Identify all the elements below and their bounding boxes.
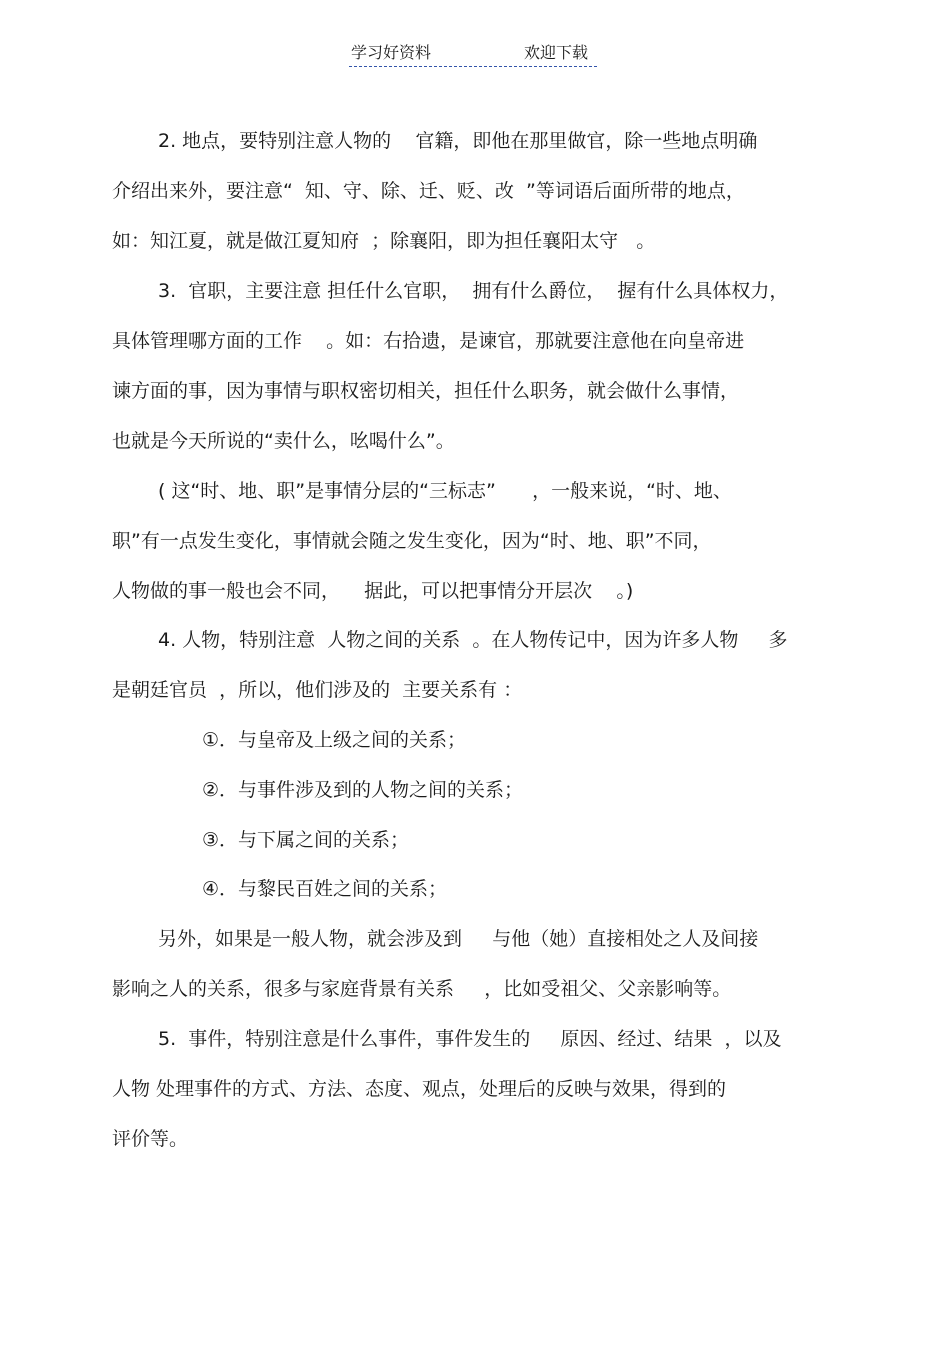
list-item: ①．与皇帝及上级之间的关系；	[202, 729, 467, 751]
paragraph-line: 3. 官职，主要注意 担任什么官职， 拥有什么爵位， 握有什么具体权力，	[158, 280, 789, 302]
paragraph-line: 人物 处理事件的方式、方法、态度、观点，处理后的反映与效果，得到的	[112, 1078, 727, 1100]
list-item: ②．与事件涉及到的人物之间的关系；	[202, 779, 524, 801]
paragraph-line: 介绍出来外，要注意“ 知、守、除、迁、贬、改 ”等词语后面所带的地点，	[112, 180, 745, 202]
paragraph-line: ( 这“时、地、职”是事情分层的“三标志” ，一般来说，“时、地、	[158, 480, 732, 502]
header-left-text: 学习好资料	[351, 43, 432, 62]
paragraph-line: 另外，如果是一般人物，就会涉及到 与他（她）直接相处之人及间接	[158, 928, 759, 950]
paragraph-line: 影响之人的关系，很多与家庭背景有关系 ，比如受祖父、父亲影响等。	[112, 978, 732, 1000]
list-item: ③．与下属之间的关系；	[202, 829, 410, 851]
paragraph-line: 职”有一点发生变化，事情就会随之发生变化，因为“时、地、职”不同，	[112, 530, 712, 552]
paragraph-line: 也就是今天所说的“卖什么，吆喝什么”。	[112, 430, 455, 452]
paragraph-line: 评价等。	[112, 1128, 189, 1150]
paragraph-line: 4. 人物，特别注意 人物之间的关系 。在人物传记中，因为许多人物 多	[158, 629, 788, 651]
paragraph-line: 谏方面的事，因为事情与职权密切相关，担任什么职务，就会做什么事情，	[112, 380, 740, 402]
list-item: ④．与黎民百姓之间的关系；	[202, 878, 448, 900]
paragraph-line: 如：知江夏，就是做江夏知府 ；除襄阳，即为担任襄阳太守 。	[112, 230, 656, 252]
paragraph-line: 2. 地点，要特别注意人物的 官籍，即他在那里做官，除一些地点明确	[158, 130, 758, 152]
paragraph-line: 5. 事件，特别注意是什么事件，事件发生的 原因、经过、结果 ，以及	[158, 1028, 782, 1050]
paragraph-line: 人物做的事一般也会不同， 据此，可以把事情分开层次 。)	[112, 580, 634, 602]
paragraph-line: 是朝廷官员 ，所以，他们涉及的 主要关系有 ：	[112, 679, 523, 701]
header-right-text: 欢迎下载	[524, 43, 589, 62]
paragraph-line: 具体管理哪方面的工作 。如：右拾遗，是谏官，那就要注意他在向皇帝进	[112, 330, 745, 352]
page-header	[349, 42, 597, 67]
